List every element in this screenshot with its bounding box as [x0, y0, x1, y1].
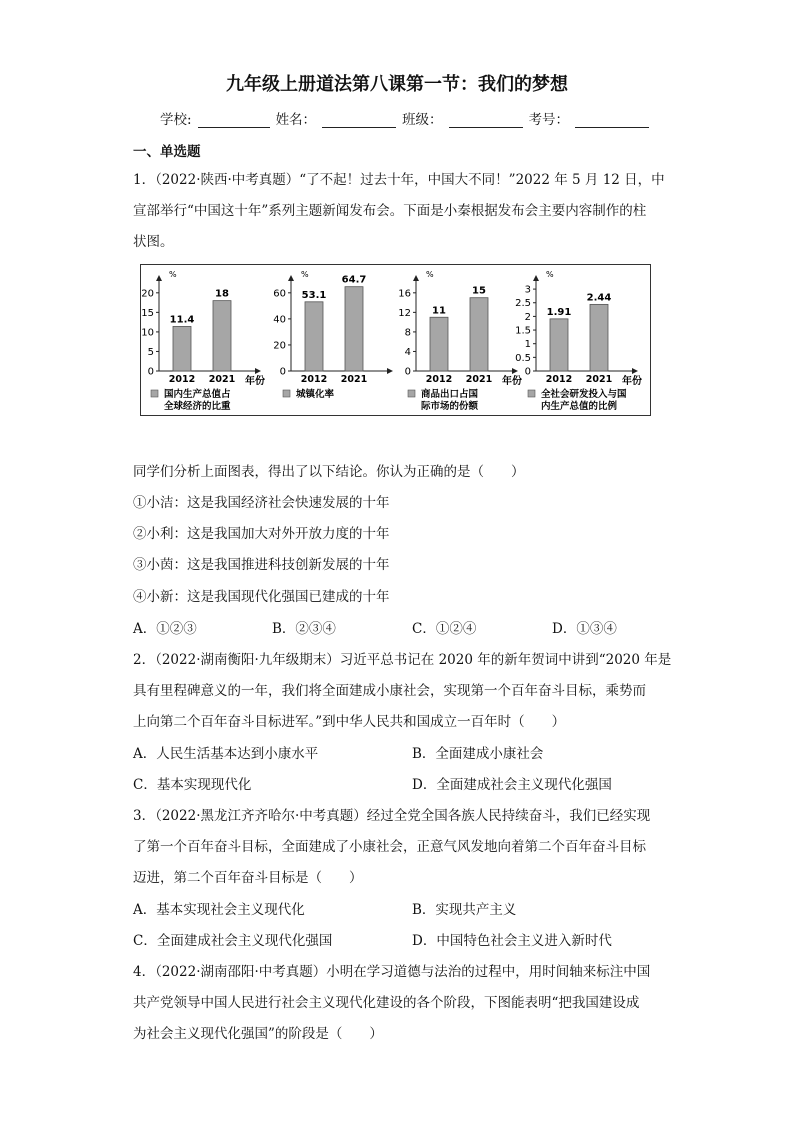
bar-value-label: 11: [432, 305, 446, 317]
legend-label: 全社会研发投入与国: [541, 389, 627, 400]
q1-option-a[interactable]: A．①②③: [133, 621, 197, 637]
y-tick-label: 15: [141, 307, 154, 319]
q1-option-d[interactable]: D．①③④: [552, 621, 617, 637]
y-tick-label: 4: [404, 346, 411, 358]
x-tick-label: 2021: [340, 374, 368, 385]
x-tick-label: 2021: [208, 374, 236, 385]
y-tick-label: 1.5: [515, 325, 531, 337]
y-tick-label: 60: [273, 288, 286, 300]
y-unit-label: %: [546, 270, 554, 279]
q1-stem-line: 宣部举行“中国这十年”系列主题新闻发布会。下面是小秦根据发布会主要内容制作的柱: [133, 203, 647, 219]
legend-label: 国内生产总值占: [164, 389, 231, 400]
q3-option-c[interactable]: C．全面建成社会主义现代化强国: [133, 933, 333, 949]
y-tick-label: 20: [273, 340, 286, 352]
x-tick-label: 2021: [465, 374, 493, 385]
q2-option-b[interactable]: B．全面建成小康社会: [412, 746, 544, 762]
bar-2021: [590, 304, 608, 371]
bar-value-label: 53.1: [301, 289, 327, 301]
q2-stem-line: 具有里程碑意义的一年，我们将全面建成小康社会，实现第一个百年奋斗目标，乘势而: [133, 683, 646, 699]
q1-item: ①小洁：这是我国经济社会快速发展的十年: [133, 495, 390, 511]
q4-stem-line: 为社会主义现代化强国”的阶段是（ ）: [133, 1026, 383, 1042]
q3-option-a[interactable]: A．基本实现社会主义现代化: [133, 902, 305, 918]
q3-stem-line: 了第一个百年奋斗目标，全面建成了小康社会，正意气风发地向着第二个百年奋斗目标: [133, 839, 646, 855]
q1-option-b[interactable]: B．②③④: [272, 621, 336, 637]
legend-swatch: [283, 390, 290, 397]
y-axis-arrow: [156, 275, 162, 281]
legend-swatch: [528, 390, 535, 397]
x-axis-arrow: [632, 368, 638, 374]
x-tick-label: 2021: [585, 374, 613, 385]
student-info-row: [160, 108, 649, 128]
q2-option-c[interactable]: C．基本实现现代化: [133, 777, 252, 793]
q1-item: ③小茵：这是我国推进科技创新发展的十年: [133, 557, 390, 573]
x-tick-label: 2012: [300, 374, 328, 385]
legend-swatch: [408, 390, 415, 397]
x-unit-label: 年份: [502, 376, 522, 387]
q1-stem-line: 状图。: [133, 234, 174, 250]
y-tick-label: 1: [524, 339, 531, 351]
y-tick-label: 8: [404, 327, 411, 339]
y-tick-label: 0: [147, 366, 154, 378]
y-tick-label: 0: [404, 366, 411, 378]
q1-stem-line: 1．（2022·陕西·中考真题）“了不起！过去十年，中国大不同！”2022 年 5 月 12 日，中: [133, 172, 665, 188]
legend-label: 城镇化率: [296, 389, 335, 400]
school-label: 学校:: [160, 112, 192, 128]
bar-value-label: 2.44: [586, 292, 612, 304]
y-tick-label: 16: [398, 288, 411, 300]
number-label: 考号：: [528, 112, 570, 128]
x-unit-label: 年份: [245, 376, 265, 387]
q2-stem-line: 上向第二个百年奋斗目标进军。”到中华人民共和国成立一百年时（ ）: [133, 714, 566, 730]
legend-label: 全球经济的比重: [164, 401, 231, 412]
bar-value-label: 18: [215, 288, 229, 300]
bar-2012: [305, 302, 323, 371]
legend-label: 际市场的份额: [421, 401, 479, 412]
y-axis-arrow: [413, 275, 419, 281]
q4-stem-line: 4．（2022·湖南邵阳·中考真题）小明在学习道德与法治的过程中，用时间轴来标注中国: [133, 964, 651, 980]
q3-stem-line: 迈进，第二个百年奋斗目标是（ ）: [133, 870, 363, 886]
bar-2021: [345, 287, 363, 371]
bar-2012: [173, 326, 191, 371]
q3-stem-line: 3．（2022·黑龙江齐齐哈尔·中考真题）经过全党全国各族人民持续奋斗，我们已经实现: [133, 808, 651, 824]
y-axis-arrow: [533, 275, 539, 281]
class-label: 班级：: [402, 112, 443, 128]
q1-item: ②小利：这是我国加大对外开放力度的十年: [133, 526, 390, 542]
y-tick-label: 20: [141, 288, 154, 300]
section-heading: 一、单选题: [133, 144, 201, 160]
q4-stem-line: 共产党领导中国人民进行社会主义现代化建设的各个阶段，下图能表明“把我国建设成: [133, 995, 640, 1011]
q1-chart-figure: [140, 264, 651, 416]
q2-option-d[interactable]: D．全面建成社会主义现代化强国: [412, 777, 612, 793]
page-title: 九年级上册道法第八课第一节：我们的梦想: [226, 74, 568, 95]
y-tick-label: 0.5: [515, 352, 531, 364]
y-tick-label: 2: [524, 311, 531, 323]
legend-swatch: [151, 390, 158, 397]
bar-2012: [550, 319, 568, 371]
bar-value-label: 1.91: [546, 306, 572, 318]
y-axis-arrow: [288, 275, 294, 281]
q1-item: ④小新：这是我国现代化强国已建成的十年: [133, 589, 390, 605]
y-unit-label: %: [301, 270, 309, 279]
name-label: 姓名：: [275, 112, 317, 128]
y-unit-label: %: [169, 270, 177, 279]
x-tick-label: 2012: [425, 374, 453, 385]
q1-option-c[interactable]: C．①②④: [412, 621, 477, 637]
x-axis-arrow: [387, 368, 393, 374]
class-blank[interactable]: [449, 113, 523, 128]
y-tick-label: 2.5: [515, 298, 531, 310]
y-tick-label: 5: [147, 346, 154, 358]
bar-value-label: 64.7: [341, 274, 367, 286]
x-axis-arrow: [255, 368, 261, 374]
y-tick-label: 12: [398, 307, 411, 319]
bar-2012: [430, 317, 448, 371]
x-tick-label: 2012: [545, 374, 573, 385]
x-unit-label: 年份: [622, 376, 642, 387]
q3-option-b[interactable]: B．实现共产主义: [412, 902, 517, 918]
q2-stem-line: 2．（2022·湖南衡阳·九年级期末）习近平总书记在 2020 年的新年贺词中讲到“2020 年是: [133, 652, 672, 668]
bar-charts: [141, 265, 650, 415]
legend-label: 内生产总值的比例: [541, 401, 618, 412]
y-tick-label: 3: [524, 284, 531, 296]
q1-prompt: 同学们分析上面图表，得出了以下结论。你认为正确的是（ ）: [133, 464, 525, 480]
name-blank[interactable]: [322, 113, 396, 128]
x-axis-arrow: [512, 368, 518, 374]
bar-2021: [470, 298, 488, 371]
q2-option-a[interactable]: A．人民生活基本达到小康水平: [133, 746, 319, 762]
y-tick-label: 0: [279, 366, 286, 378]
q3-option-d[interactable]: D．中国特色社会主义进入新时代: [412, 933, 612, 949]
y-tick-label: 10: [141, 327, 154, 339]
bar-value-label: 15: [472, 285, 486, 297]
y-tick-label: 40: [273, 314, 286, 326]
bar-2021: [213, 301, 231, 371]
bar-value-label: 11.4: [169, 314, 195, 326]
legend-label: 商品出口占国: [421, 389, 479, 400]
y-tick-label: 0: [524, 366, 531, 378]
number-blank[interactable]: [575, 113, 649, 128]
y-unit-label: %: [426, 270, 434, 279]
school-blank[interactable]: [198, 113, 270, 128]
x-tick-label: 2012: [168, 374, 196, 385]
